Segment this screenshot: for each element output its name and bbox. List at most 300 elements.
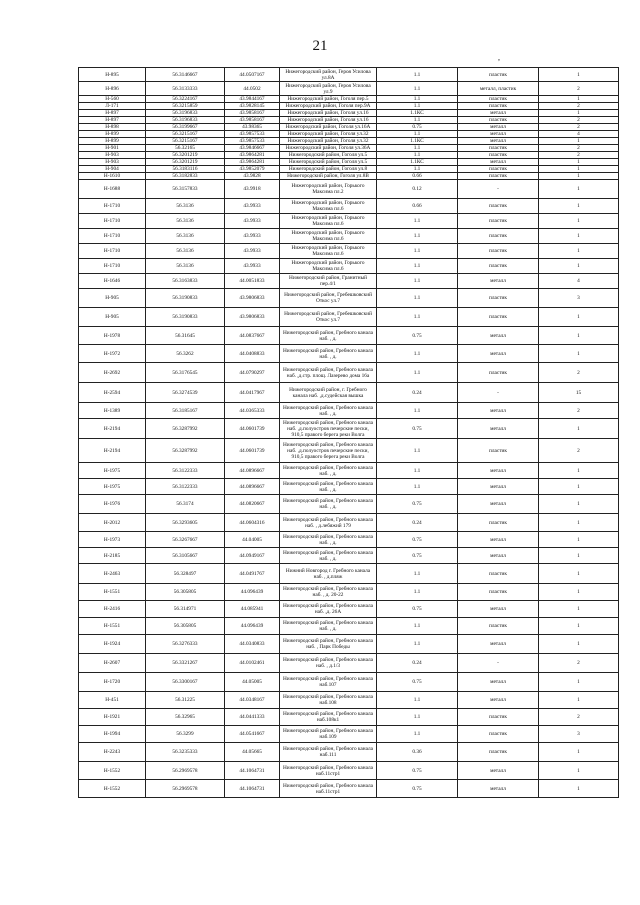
material-cell: металл (458, 495, 539, 514)
latitude-cell: 56.3267667 (146, 532, 225, 548)
object-code-cell: Н-1710 (79, 214, 146, 229)
table-row (79, 345, 619, 363)
table-row (79, 635, 619, 654)
object-code-cell: Н-1978 (79, 327, 146, 345)
volume-cell: 1.1 (377, 584, 458, 601)
material-cell: пластик (458, 618, 539, 635)
latitude-cell: 56.31225 (146, 692, 225, 709)
object-code-cell: Н-1975 (79, 479, 146, 495)
latitude-cell: 56.31645 (146, 327, 225, 345)
table-row (79, 726, 619, 743)
object-code-cell: Н-1688 (79, 180, 146, 199)
volume-cell: 1.1 (377, 345, 458, 363)
longitude-cell: 44.0820667 (225, 495, 280, 514)
address-cell: Нижегородский район, Гребного канала наб. , д. (280, 532, 377, 548)
latitude-cell: 56.3321267 (146, 654, 225, 673)
latitude-cell: 56.3136 (146, 214, 225, 229)
object-code-cell: Н-1710 (79, 259, 146, 274)
volume-cell: 1.1 (377, 117, 458, 124)
table-row (79, 514, 619, 532)
latitude-cell: 56.328497 (146, 564, 225, 584)
longitude-cell: 44.1064731 (225, 762, 280, 780)
material-cell: металл (458, 780, 539, 798)
count-cell: 1 (539, 166, 619, 173)
volume-cell: 1.1 (377, 131, 458, 138)
material-cell: пластик (458, 743, 539, 762)
volume-cell: 1.1 (377, 82, 458, 96)
latitude-cell: 56.3299 (146, 726, 225, 743)
volume-cell: 0.66 (377, 173, 458, 180)
object-code-cell: Н-2012 (79, 514, 146, 532)
object-code-cell: Н-903 (79, 152, 146, 159)
count-cell: 1 (539, 463, 619, 479)
address-cell: Нижегородский район, Горького Максима пл.2 (280, 180, 377, 199)
count-cell: 1 (539, 173, 619, 180)
object-code-cell: Н-903 (79, 159, 146, 166)
address-cell: Нижегородский район, Гребного канала наб.109 (280, 726, 377, 743)
latitude-cell: 56.3201219 (146, 159, 225, 166)
volume-cell: 0.24 (377, 383, 458, 403)
material-cell: металл (458, 762, 539, 780)
table-row (79, 173, 619, 180)
object-code-cell: Н-897 (79, 110, 146, 117)
material-cell: металл (458, 138, 539, 145)
longitude-cell: 44.0837667 (225, 327, 280, 345)
count-cell: 2 (539, 145, 619, 152)
object-code-cell: Н-2243 (79, 743, 146, 762)
table-row (79, 463, 619, 479)
address-cell: Нижегородский район, Гребешковский Откос ул.7 (280, 308, 377, 327)
address-cell: Нижегородский район, Гоголя ул.32 (280, 138, 377, 145)
material-cell: пластик (458, 709, 539, 726)
address-cell: Нижегородский район, Горького Максима пл.6 (280, 214, 377, 229)
table-row (79, 166, 619, 173)
object-code-cell: Н-2416 (79, 601, 146, 618)
count-cell: 1 (539, 308, 619, 327)
count-cell: 2 (539, 124, 619, 131)
table-row (79, 601, 619, 618)
table-row (79, 152, 619, 159)
volume-cell: 1.1 (377, 635, 458, 654)
address-cell: Нижегородский район, Гребного канала наб.107 (280, 673, 377, 692)
volume-cell: 1.1 (377, 308, 458, 327)
address-cell: Нижегородский район, Горького Максима пл.6 (280, 259, 377, 274)
table-row (79, 214, 619, 229)
count-cell: 2 (539, 103, 619, 110)
count-cell: 2 (539, 152, 619, 159)
longitude-cell: 44.05665 (225, 743, 280, 762)
material-cell: пластик (458, 244, 539, 259)
address-cell: Нижегородский район, Героя Усилова ул.8А (280, 68, 377, 82)
volume-cell: 1.1 (377, 618, 458, 635)
volume-cell: 1.1 (377, 229, 458, 244)
count-cell: 1 (539, 548, 619, 564)
volume-cell: 1.1 (377, 363, 458, 383)
object-code-cell: Н-1972 (79, 345, 146, 363)
volume-cell: 0.66 (377, 199, 458, 214)
latitude-cell: 56.3293605 (146, 514, 225, 532)
volume-cell: 1.1 (377, 564, 458, 584)
material-cell: пластик (458, 199, 539, 214)
longitude-cell: 44.0408833 (225, 345, 280, 363)
address-cell: Нижегородский район, Гоголя ул.36А (280, 145, 377, 152)
table-row (79, 244, 619, 259)
volume-cell: 0.24 (377, 514, 458, 532)
count-cell: 1 (539, 635, 619, 654)
material-cell: пластик (458, 173, 539, 180)
material-cell: металл (458, 635, 539, 654)
volume-cell: 1.1 (377, 709, 458, 726)
volume-cell: 1.1 (377, 692, 458, 709)
object-code-cell: Н-904 (79, 166, 146, 173)
longitude-cell: 43.9864281 (225, 159, 280, 166)
longitude-cell: 43.9933 (225, 199, 280, 214)
latitude-cell: 56.3201219 (146, 152, 225, 159)
longitude-cell: 44.0896667 (225, 479, 280, 495)
address-cell: Нижегородский район, Гребного канала наб. , Парк Победы (280, 635, 377, 654)
object-code-cell: Н-1720 (79, 673, 146, 692)
volume-cell: 0.75 (377, 419, 458, 439)
latitude-cell: 56.305805 (146, 618, 225, 635)
address-cell: Нижегородский район, Гоголя ул.16 (280, 117, 377, 124)
table-body (79, 68, 619, 798)
volume-cell: 1.1 (377, 289, 458, 308)
address-cell: Нижегородский район, Гоголя ул.5 (280, 159, 377, 166)
address-cell: Нижегородский район, Гоголя ул.5 (280, 152, 377, 159)
count-cell: 1 (539, 229, 619, 244)
count-cell: 2 (539, 439, 619, 463)
table-row (79, 439, 619, 463)
longitude-cell: 44.0790297 (225, 363, 280, 383)
latitude-cell: 56.3122333 (146, 479, 225, 495)
table-row (79, 743, 619, 762)
material-cell: - (458, 383, 539, 403)
volume-cell: 1.1 (377, 96, 458, 103)
material-cell: пластик (458, 259, 539, 274)
address-cell: Нижегородский район, Гребешковский Откос ул.7 (280, 289, 377, 308)
latitude-cell: 56.3274539 (146, 383, 225, 403)
object-code-cell: Н-895 (79, 68, 146, 82)
volume-cell: 0.75 (377, 495, 458, 514)
object-code-cell: Н-905 (79, 289, 146, 308)
object-code-cell: Н-899 (79, 131, 146, 138)
count-cell: 1 (539, 138, 619, 145)
object-code-cell: Н-1976 (79, 495, 146, 514)
table-row (79, 145, 619, 152)
latitude-cell: 56.3163833 (146, 274, 225, 289)
count-cell: 1 (539, 743, 619, 762)
material-cell: металл (458, 159, 539, 166)
volume-cell: 1.1 (377, 68, 458, 82)
latitude-cell: 56.314971 (146, 601, 225, 618)
longitude-cell: 44.096439 (225, 618, 280, 635)
count-cell: 1 (539, 345, 619, 363)
material-cell: металл (458, 419, 539, 439)
count-cell: 1 (539, 780, 619, 798)
address-cell: Нижегородский район, Горького Максима пл.6 (280, 199, 377, 214)
count-cell: 15 (539, 383, 619, 403)
address-cell: Нижегородский район, Горького Максима пл.6 (280, 229, 377, 244)
material-cell: - (458, 180, 539, 199)
longitude-cell: 44.0949167 (225, 548, 280, 564)
longitude-cell: 44.0541667 (225, 726, 280, 743)
object-code-cell: Н-897 (79, 117, 146, 124)
address-cell: Нижегородский район, Гоголя ул.8В (280, 173, 377, 180)
table-row (79, 117, 619, 124)
longitude-cell: 44.04005 (225, 532, 280, 548)
latitude-cell: 56.3190833 (146, 308, 225, 327)
object-code-cell: Н-1710 (79, 199, 146, 214)
table-row (79, 692, 619, 709)
volume-cell: 1.1 (377, 439, 458, 463)
table-row (79, 363, 619, 383)
object-code-cell: Н-1610 (79, 173, 146, 180)
count-cell: 1 (539, 692, 619, 709)
table-row (79, 96, 619, 103)
table-row (79, 564, 619, 584)
material-cell: пластик (458, 363, 539, 383)
object-code-cell: Н-1389 (79, 403, 146, 419)
material-cell: металл (458, 403, 539, 419)
volume-cell: 1.1 (377, 166, 458, 173)
material-cell: пластик (458, 68, 539, 82)
table-row (79, 274, 619, 289)
material-cell: металл (458, 463, 539, 479)
longitude-cell: 43.9828 (225, 173, 280, 180)
material-cell: металл (458, 345, 539, 363)
longitude-cell: 43.9933 (225, 229, 280, 244)
count-cell: 1 (539, 327, 619, 345)
volume-cell: 1.1 (377, 403, 458, 419)
address-cell: Нижегородский район, Гребного канала наб. , д. (280, 327, 377, 345)
object-code-cell: Н-1552 (79, 780, 146, 798)
latitude-cell: 56.2969578 (146, 780, 225, 798)
latitude-cell: 56.3174 (146, 495, 225, 514)
page-number: 21 (312, 38, 328, 54)
longitude-cell: 44.0365333 (225, 403, 280, 419)
address-cell: Нижегородский район, Гоголя ул.16А (280, 124, 377, 131)
material-cell: металл (458, 110, 539, 117)
material-cell: пластик (458, 214, 539, 229)
material-cell: металл (458, 274, 539, 289)
latitude-cell: 56.32965 (146, 709, 225, 726)
longitude-cell: 44.0340833 (225, 635, 280, 654)
volume-cell: 1.1 (377, 259, 458, 274)
latitude-cell: 56.3185167 (146, 403, 225, 419)
longitude-cell: 43.9858167 (225, 117, 280, 124)
volume-cell: 0.75 (377, 548, 458, 564)
count-cell: 4 (539, 274, 619, 289)
latitude-cell: 56.305805 (146, 584, 225, 601)
count-cell: 1 (539, 618, 619, 635)
longitude-cell: 43.9857533 (225, 138, 280, 145)
table-row (79, 532, 619, 548)
address-cell: Нижегородский район, Гоголя пер.5 (280, 96, 377, 103)
longitude-cell: 44.0051833 (225, 274, 280, 289)
latitude-cell: 56.3190833 (146, 289, 225, 308)
object-code-cell: Н-1924 (79, 635, 146, 654)
count-cell: 2 (539, 654, 619, 673)
latitude-cell: 56.3136 (146, 244, 225, 259)
longitude-cell: 43.9844167 (225, 96, 280, 103)
material-cell: пластик (458, 514, 539, 532)
material-cell: металл (458, 479, 539, 495)
longitude-cell: 44.0896667 (225, 463, 280, 479)
volume-cell: 0.36 (377, 743, 458, 762)
latitude-cell: 56.3199667 (146, 124, 225, 131)
table-row (79, 584, 619, 601)
table-row (79, 383, 619, 403)
count-cell: 1 (539, 479, 619, 495)
volume-cell: 1.1 (377, 152, 458, 159)
object-code-cell: Н-2594 (79, 383, 146, 403)
address-cell: Нижегородский район, Гоголя ул.8 (280, 166, 377, 173)
table-row (79, 327, 619, 345)
address-cell: Нижегородский район, Гоголя ул.32 (280, 131, 377, 138)
longitude-cell: 44.0441333 (225, 709, 280, 726)
longitude-cell: 43.9858167 (225, 110, 280, 117)
count-cell: 1 (539, 68, 619, 82)
table-row (79, 780, 619, 798)
table-row (79, 131, 619, 138)
object-code-cell: Н-1646 (79, 274, 146, 289)
material-cell: пластик (458, 726, 539, 743)
volume-cell: 1.1 (377, 274, 458, 289)
address-cell: Нижегородский район, Гребного канала наб. , д. (280, 618, 377, 635)
latitude-cell: 56.32165 (146, 145, 225, 152)
object-code-cell: Н-2692 (79, 363, 146, 383)
count-cell: 2 (539, 363, 619, 383)
longitude-cell: 44.0348167 (225, 692, 280, 709)
material-cell: металл, пластик (458, 82, 539, 96)
address-cell: Нижегородский район, Гребного канала наб.111 (280, 743, 377, 762)
material-cell: пластик (458, 308, 539, 327)
volume-cell: 1.1 (377, 244, 458, 259)
table-row (79, 762, 619, 780)
address-cell: Нижегородский район, Гребного канала наб. ,д.полуостров печерские пески, 910,5 правого берега реки Волга (280, 439, 377, 463)
object-code-cell: Н-2194 (79, 419, 146, 439)
latitude-cell: 56.3287992 (146, 439, 225, 463)
address-cell: Нижегородский район, Гранитный пер.4/1 (280, 274, 377, 289)
latitude-cell: 56.3136 (146, 259, 225, 274)
longitude-cell: 44.0417967 (225, 383, 280, 403)
volume-cell: 0.12 (377, 180, 458, 199)
table-row (79, 199, 619, 214)
longitude-cell: 43.9846667 (225, 145, 280, 152)
address-cell: Нижегородский район, г. Гребного канала наб. ,д.судейская вышка (280, 383, 377, 403)
count-cell: 2 (539, 403, 619, 419)
longitude-cell: 43.9933 (225, 214, 280, 229)
latitude-cell: 56.3122333 (146, 463, 225, 479)
volume-cell: 0.75 (377, 673, 458, 692)
table-row (79, 103, 619, 110)
longitude-cell: 44.05005 (225, 673, 280, 692)
object-code-cell: Н-899 (79, 138, 146, 145)
longitude-cell: 43.9933 (225, 244, 280, 259)
count-cell: 1 (539, 532, 619, 548)
volume-cell: 0.75 (377, 124, 458, 131)
material-cell: пластик (458, 289, 539, 308)
table-row (79, 479, 619, 495)
table-row (79, 159, 619, 166)
longitude-cell: 43.9864281 (225, 152, 280, 159)
material-cell: металл (458, 532, 539, 548)
longitude-cell: 43.9806833 (225, 289, 280, 308)
material-cell: металл (458, 601, 539, 618)
longitude-cell: 44.0601739 (225, 439, 280, 463)
latitude-cell: 56.3300167 (146, 673, 225, 692)
latitude-cell: 56.3182833 (146, 173, 225, 180)
table-row (79, 308, 619, 327)
object-code-cell: Н-560 (79, 96, 146, 103)
material-cell: металл (458, 124, 539, 131)
volume-cell: 1.1 (377, 726, 458, 743)
latitude-cell: 56.3262 (146, 345, 225, 363)
latitude-cell: 56.3136 (146, 199, 225, 214)
latitude-cell: 56.3235333 (146, 743, 225, 762)
volume-cell: 0.75 (377, 780, 458, 798)
volume-cell: 1.1 (377, 479, 458, 495)
address-cell: Нижегородский район, Гребного канала наб. , д. (280, 495, 377, 514)
count-cell: 1 (539, 601, 619, 618)
address-cell: Нижегородский район, Гребного канала наб. , д. (280, 548, 377, 564)
object-code-cell: Н-2194 (79, 439, 146, 463)
longitude-cell: 44.0502 (225, 82, 280, 96)
count-cell: 1 (539, 762, 619, 780)
count-cell: 1 (539, 495, 619, 514)
latitude-cell: 56.3157833 (146, 180, 225, 199)
table-row (79, 419, 619, 439)
longitude-cell: 43.9806833 (225, 308, 280, 327)
material-cell: пластик (458, 439, 539, 463)
table-row (79, 618, 619, 635)
address-cell: Нижегородский район, Гребного канала наб.108 (280, 692, 377, 709)
latitude-cell: 56.3136 (146, 229, 225, 244)
table-row (79, 229, 619, 244)
count-cell: 1 (539, 159, 619, 166)
address-cell: Нижегородский район, Гребного канала наб. ,д.полуостров печерские пески, 910,5 правого берега реки Волга (280, 419, 377, 439)
latitude-cell: 56.3176545 (146, 363, 225, 383)
table-row (79, 124, 619, 131)
address-cell: Нижегородский район, Гребного канала наб. , д.лебяжий 179 (280, 514, 377, 532)
table-row (79, 654, 619, 673)
volume-cell: 1.1 (377, 103, 458, 110)
address-cell: Нижегородский район, Гребного канала наб. , д.1/3 (280, 654, 377, 673)
longitude-cell: 44.096439 (225, 584, 280, 601)
object-code-cell: Н-2607 (79, 654, 146, 673)
material-cell: пластик (458, 564, 539, 584)
table-row (79, 289, 619, 308)
object-code-cell: Л-171 (79, 103, 146, 110)
address-cell: Нижегородский район, Гребного канала наб. , д. (280, 403, 377, 419)
address-cell: Нижегородский район, Гребного канала наб.108к1 (280, 709, 377, 726)
table-row (79, 68, 619, 82)
address-cell: Нижегородский район, Гребного канала наб. , д. (280, 463, 377, 479)
data-table (78, 67, 619, 798)
count-cell: 3 (539, 289, 619, 308)
volume-cell: 0.75 (377, 601, 458, 618)
count-cell: 1 (539, 673, 619, 692)
count-cell: 2 (539, 117, 619, 124)
table-row (79, 673, 619, 692)
latitude-cell: 56.3196833 (146, 117, 225, 124)
material-cell: металл (458, 548, 539, 564)
count-cell: 1 (539, 584, 619, 601)
address-cell: Нижегородский район, Героя Усилова ул.9 (280, 82, 377, 96)
object-code-cell: Н-1973 (79, 532, 146, 548)
count-cell: 2 (539, 709, 619, 726)
address-cell: Нижегородский район, Гоголя ул.16 (280, 110, 377, 117)
